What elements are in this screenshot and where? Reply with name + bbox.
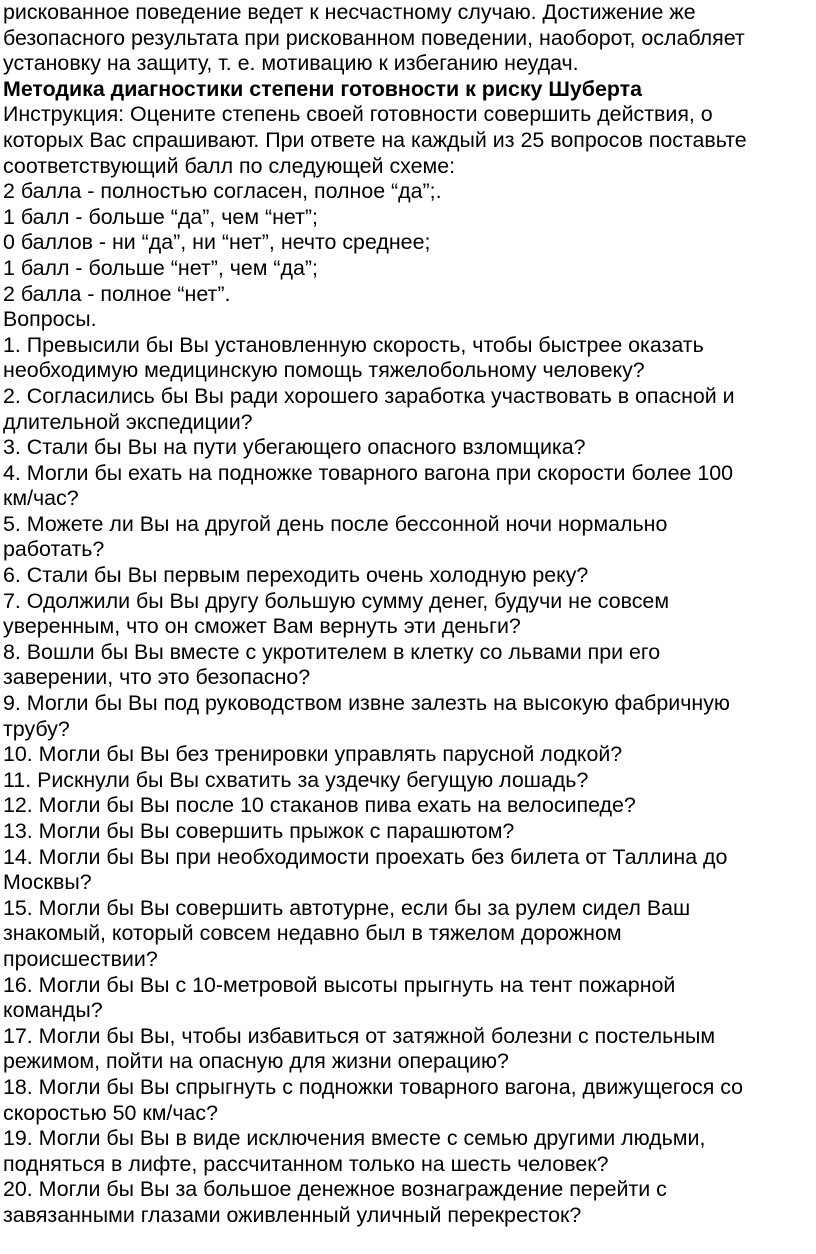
question-line: км/час? — [3, 486, 79, 511]
text-line: которых Вас спрашивают. При ответе на каждый из 25 вопросов поставьте — [3, 127, 747, 152]
question-line: 7. Одолжили бы Вы другу большую сумму денег, будучи не совсем — [3, 588, 670, 613]
question-line: 11. Рискнули бы Вы схватить за уздечку бегущую лошадь? — [3, 767, 589, 792]
section-title: Методика диагностики степени готовности к риску Шуберта — [3, 76, 643, 101]
question-line: 17. Могли бы Вы, чтобы избавиться от затяжной болезни с постельным — [3, 1023, 716, 1048]
questions-list — [3, 333, 813, 1229]
question-line: 20. Могли бы Вы за большое денежное вознаграждение перейти с — [3, 1177, 667, 1202]
question-line: 3. Стали бы Вы на пути убегающего опасного взломщика? — [3, 435, 586, 460]
question-line: 1. Превысили бы Вы установленную скорость, чтобы быстрее оказать — [3, 332, 704, 357]
scale-item: 0 баллов - ни “да”, ни “нет”, нечто среднее; — [3, 230, 431, 255]
question-line: длительной экспедиции? — [3, 409, 253, 434]
scale-item: 1 балл - больше “да”, чем “нет”; — [3, 204, 318, 229]
question-line: 2. Согласились бы Вы ради хорошего заработка участвовать в опасной и — [3, 383, 735, 408]
question-line: трубу? — [3, 716, 70, 741]
question-line: необходимую медицинскую помощь тяжелобольному человеку? — [3, 358, 645, 383]
question-line: 9. Могли бы Вы под руководством извне залезть на высокую фабричную — [3, 691, 730, 716]
question-line: 15. Могли бы Вы совершить автотурне, если бы за рулем сидел Ваш — [3, 895, 691, 920]
document-page — [3, 0, 813, 1229]
text-line: установку на защиту, т. е. мотивацию к избеганию неудач. — [3, 51, 579, 76]
question-line: заверении, что это безопасно? — [3, 665, 311, 690]
scale-item: 1 балл - больше “нет”, чем “да”; — [3, 255, 318, 280]
question-line: знакомый, который совсем недавно был в тяжелом дорожном — [3, 921, 622, 946]
question-line: работать? — [3, 537, 105, 562]
question-line: 14. Могли бы Вы при необходимости проехать без билета от Таллина до — [3, 844, 728, 869]
question-line: 13. Могли бы Вы совершить прыжок с парашютом? — [3, 819, 515, 843]
question-line: 19. Могли бы Вы в виде исключения вместе с семью другими людьми, — [3, 1126, 706, 1151]
intro-paragraph — [3, 0, 813, 77]
question-line: 16. Могли бы Вы с 10-метровой высоты прыгнуть на тент пожарной — [3, 972, 676, 997]
question-line: 12. Могли бы Вы после 10 стаканов пива ехать на велосипеде? — [3, 793, 636, 818]
question-line: завязанными глазами оживленный уличный перекресток? — [3, 1202, 582, 1227]
question-line: 8. Вошли бы Вы вместе с укротителем в клетку со львами при его — [3, 639, 661, 664]
instruction-paragraph — [3, 102, 813, 179]
text-line: соответствующий балл по следующей схеме: — [3, 153, 456, 178]
question-line: Москвы? — [3, 870, 92, 895]
question-line: скоростью 50 км/час? — [3, 1100, 218, 1125]
question-line: 6. Стали бы Вы первым переходить очень холодную реку? — [3, 563, 589, 588]
question-line: происшествии? — [3, 946, 158, 971]
text-line: безопасного результата при рискованном поведении, наоборот, ослабляет — [3, 25, 745, 50]
question-line: уверенным, что он сможет Вам вернуть эти деньги? — [3, 614, 521, 639]
text-line: рискованное поведение ведет к несчастному случаю. Достижение же — [3, 0, 696, 24]
question-line: 4. Могли бы ехать на подножке товарного вагона при скорости более 100 — [3, 460, 734, 485]
question-line: подняться в лифте, рассчитанном только на шесть человек? — [3, 1151, 609, 1176]
question-line: 18. Могли бы Вы спрыгнуть с подножки товарного вагона, движущегося со — [3, 1074, 744, 1099]
scale-item: 2 балла - полностью согласен, полное “да”;. — [3, 179, 442, 204]
scoring-scale — [3, 179, 813, 307]
question-line: 5. Можете ли Вы на другой день после бессонной ночи нормально — [3, 511, 668, 536]
question-line: команды? — [3, 998, 103, 1023]
scale-item: 2 балла - полное “нет”. — [3, 281, 231, 306]
text-line: Инструкция: Оцените степень своей готовности совершить действия, о — [3, 102, 713, 127]
question-line: 10. Могли бы Вы без тренировки управлять парусной лодкой? — [3, 742, 623, 767]
questions-heading: Вопросы. — [3, 307, 97, 332]
question-line: режимом, пойти на опасную для жизни операцию? — [3, 1049, 509, 1074]
